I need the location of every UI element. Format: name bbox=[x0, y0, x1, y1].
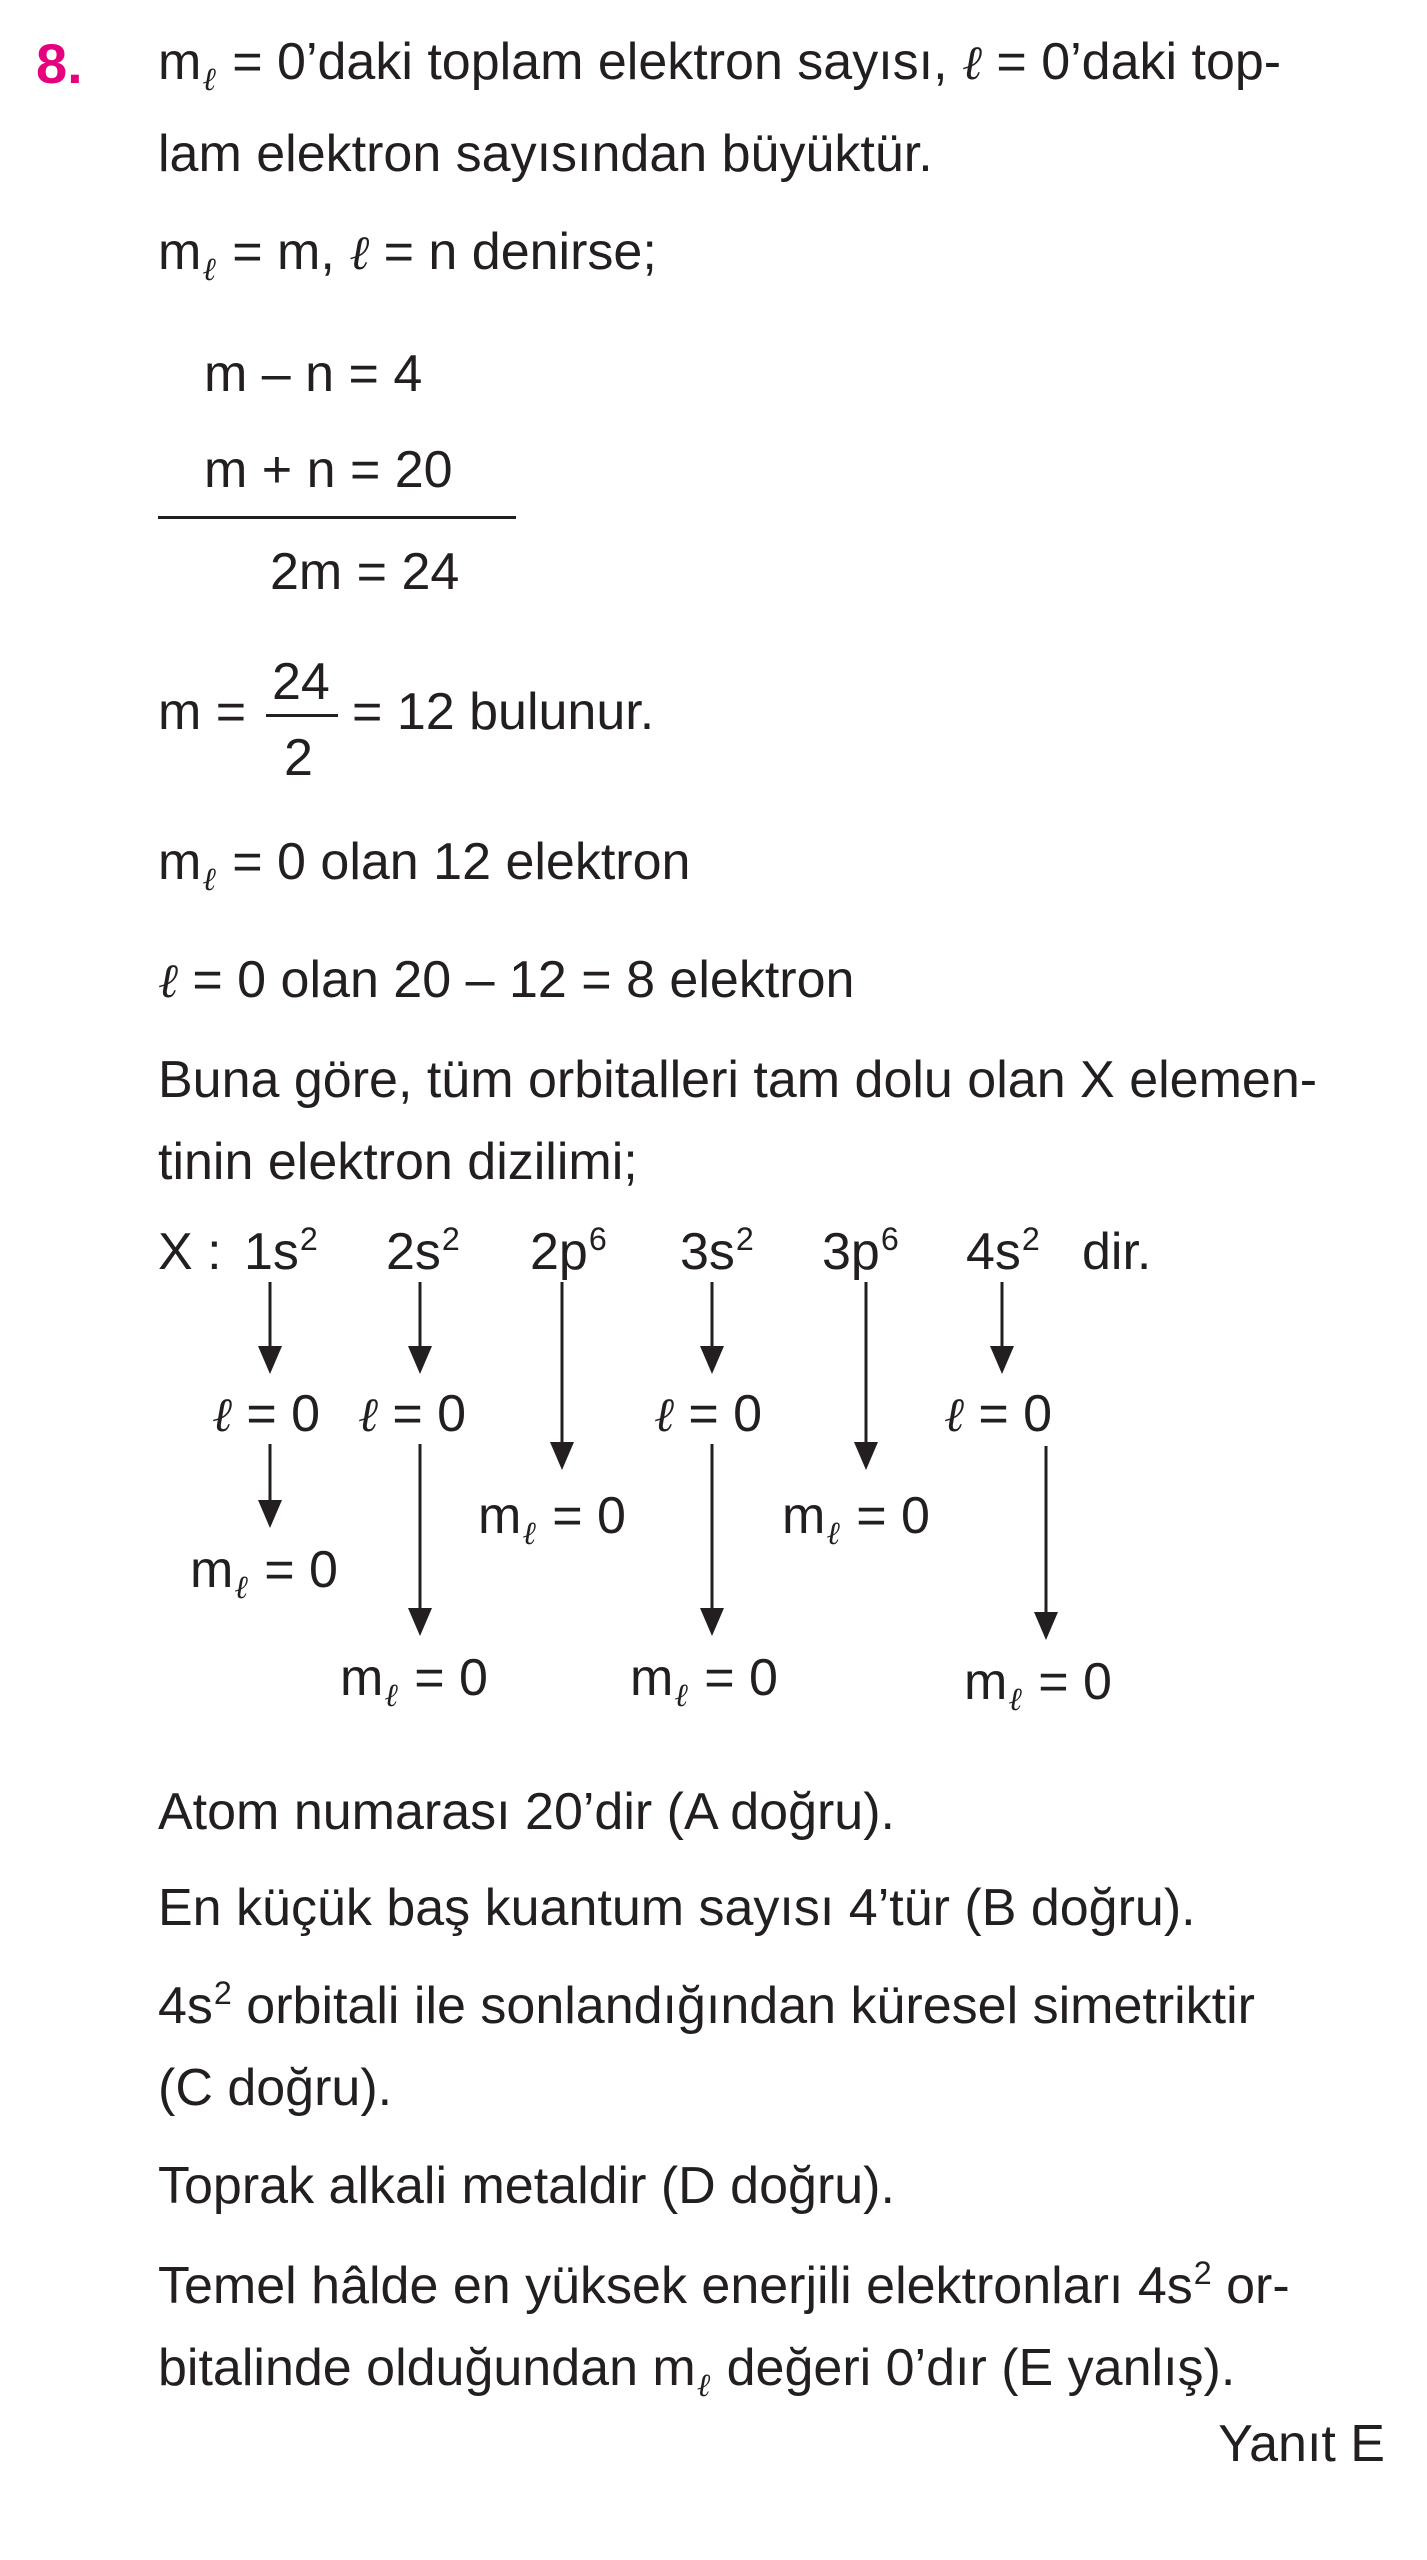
config-prefix: X : bbox=[158, 1223, 222, 1281]
config-suffix: dir. bbox=[1082, 1223, 1152, 1281]
l-zero-count: ℓ = 0 olan 20 – 12 = 8 elektron bbox=[158, 951, 855, 1009]
orbital-4s: $4s^2$ bbox=[966, 1220, 1040, 1281]
equation-2: m + n = 20 bbox=[204, 441, 453, 499]
intro-line-2: lam elektron sayısından büyüktür. bbox=[158, 125, 933, 183]
fraction-rhs: = 12 bulunur. bbox=[352, 683, 655, 741]
answer-label: Yanıt E bbox=[1218, 2415, 1385, 2473]
arrowhead bbox=[700, 1346, 724, 1374]
arrowhead bbox=[258, 1346, 282, 1374]
ml-label-1s: $m_\ell = 0$ bbox=[190, 1541, 338, 1607]
l-label-2s: ℓ = 0 bbox=[358, 1385, 467, 1443]
ml-label-2p: $m_\ell = 0$ bbox=[478, 1487, 626, 1553]
arrowhead bbox=[408, 1346, 432, 1374]
orbital-3s: $3s^2$ bbox=[680, 1220, 754, 1281]
orbital-2p: $2p^6$ bbox=[530, 1220, 607, 1281]
config-intro-1: Buna göre, tüm orbitalleri tam dolu olan X elemen- bbox=[158, 1051, 1318, 1109]
statement-c-line-1: $4s^2$ orbitali ile sonlandığından küresel simetriktir bbox=[158, 1974, 1255, 2035]
arrowhead bbox=[408, 1608, 432, 1636]
arrowhead bbox=[1034, 1612, 1058, 1640]
ell-symbol: ℓ bbox=[962, 36, 982, 91]
config-intro-2: tinin elektron dizilimi; bbox=[158, 1133, 638, 1191]
equation-1: m – n = 4 bbox=[204, 345, 423, 403]
arrowhead bbox=[258, 1500, 282, 1528]
ml-zero-count: $m_\ell = 0$ olan 12 elektron bbox=[158, 833, 691, 899]
question-number: 8. bbox=[36, 32, 83, 95]
orbital-2s: $2s^2$ bbox=[386, 1220, 460, 1281]
arrowhead bbox=[990, 1346, 1014, 1374]
fraction-numerator: 24 bbox=[272, 653, 330, 711]
statement-b: En küçük baş kuantum sayısı 4’tür (B doğru). bbox=[158, 1879, 1196, 1937]
l-label-1s: ℓ = 0 bbox=[212, 1385, 321, 1443]
intro-line-1: $m_\ell$ = 0’daki toplam elektron sayısı, ℓ = 0’daki top- bbox=[158, 33, 1282, 99]
ell-subscript: ℓ bbox=[202, 60, 216, 99]
statement-e-line-2: bitalinde olduğundan $m_\ell$ değeri 0’dır (E yanlış). bbox=[158, 2339, 1236, 2405]
fraction-lhs: m = bbox=[158, 683, 247, 741]
ml-label-2s: $m_\ell = 0$ bbox=[340, 1649, 488, 1715]
statement-a: Atom numarası 20’dir (A doğru). bbox=[158, 1783, 895, 1841]
definition-line: $m_\ell = m$, ℓ = n denirse; bbox=[158, 223, 657, 289]
orbital-1s: $1s^2$ bbox=[244, 1220, 318, 1281]
equation-sum: 2m = 24 bbox=[270, 543, 460, 601]
statement-e-line-1: Temel hâlde en yüksek enerjili elektronları $4s^2$ or- bbox=[158, 2254, 1290, 2315]
ml-symbol: m bbox=[158, 33, 202, 91]
arrowhead bbox=[550, 1442, 574, 1470]
statement-c-line-2: (C doğru). bbox=[158, 2059, 393, 2117]
l-label-4s: ℓ = 0 bbox=[944, 1385, 1053, 1443]
arrowhead bbox=[854, 1442, 878, 1470]
orbital-3p: $3p^6$ bbox=[822, 1220, 899, 1281]
ml-label-3p: $m_\ell = 0$ bbox=[782, 1487, 930, 1553]
statement-d: Toprak alkali metaldir (D doğru). bbox=[158, 2157, 895, 2215]
arrowhead bbox=[700, 1608, 724, 1636]
ml-label-3s: $m_\ell = 0$ bbox=[630, 1649, 778, 1715]
fraction-denominator: 2 bbox=[284, 729, 313, 787]
ml-label-4s: $m_\ell = 0$ bbox=[964, 1653, 1112, 1719]
l-label-3s: ℓ = 0 bbox=[654, 1385, 763, 1443]
